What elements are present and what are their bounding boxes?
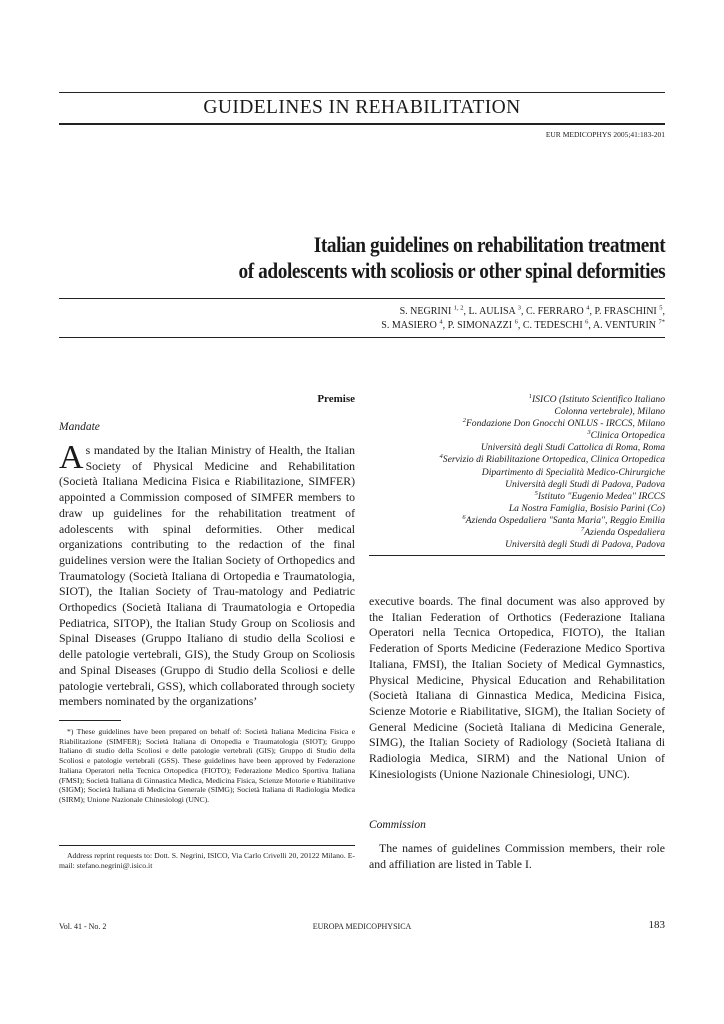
affiliation-line: $^4$Servizio di Riabilitazione Ortopedica, Clinica Ortopedica <box>439 453 665 466</box>
author-name: , C. FERRARO <box>520 306 584 317</box>
author-affiliation-sup: 6 <box>514 318 518 326</box>
footer-journal-name: EUROPA MEDICOPHYSICA <box>312 922 412 931</box>
commission-text: The names of guidelines Commission members, their role and affiliation are listed in Table I. <box>369 841 665 871</box>
author-name: S. NEGRINI <box>399 306 452 317</box>
author-name: , P. SIMONAZZI <box>442 319 513 331</box>
affiliation-line: Università degli Studi Cattolica di Roma, Roma <box>480 442 665 454</box>
affiliation-line: $^7$Azienda Ospedaliera <box>581 525 665 539</box>
author-separator: , <box>662 306 665 317</box>
subheading-mandate: Mandate <box>59 421 100 433</box>
journal-section-heading: GUIDELINES IN REHABILITATION <box>203 97 521 118</box>
affiliations-block <box>440 394 665 551</box>
author-line-2 <box>381 319 665 333</box>
affiliation-line: Università degli Studi di Padova, Padova <box>505 539 665 551</box>
author-affiliation-sup: 6 <box>585 318 589 326</box>
header-top-rule <box>59 92 665 93</box>
mandate-text: s mandated by the Italian Ministry of Health, the Italian Society of Physical Medicine and Rehabilitation (Società Italiana Medicina Fisica e Riabilitazione, SIMFER) appointed a Commission composed of SIMFER members to draw up guidelines for the rehabilitation treatment of adolescents with spinal deformities. Other medical organizations contributing to the redaction of the final guidelines version were the Italian Society of Orthopedics and Traumatology (Società Italiana di Ortopedia e Traumatologia, SIOT), the Italian Society of Trau-matology and Pediatric Orthopedics (Società Italiana di Traumatologia e Ortopedia Pediatrica, SITOP), the Italian Study Group on Scoliosis and Spinal Diseases (Gruppo Italiano di studio della Scoliosi e delle patologie vertebrali, GIS), the Study Group on Scoliosis and Spinal Diseases (Gruppo di Studio della Scoliosi e delle patologie vertebrali, GSS), which collaborated through society members nominated by the organizations’ <box>59 443 355 709</box>
title-line-2: of adolescents with scoliosis or other spinal deformities <box>238 258 665 283</box>
footer-volume: Vol. 41 - No. 2 <box>59 922 107 931</box>
affiliation-line: Università degli Studi di Padova, Padova <box>505 478 665 490</box>
affiliation-line: $^3$Clinica Ortopedica <box>587 429 665 442</box>
affiliation-line: Colonna vertebrale), Milano <box>554 406 665 418</box>
continued-paragraph <box>369 594 665 782</box>
affiliation-line: $^1$ISICO (Istituto Scientifico Italiano <box>528 392 665 405</box>
author-name: , L. AULISA <box>463 306 516 317</box>
footnote-separator <box>59 720 121 721</box>
footnote-endorsement-text: *) These guidelines have been prepared on behalf of: Società Italiana Medicina Fisica e Riabilitazione (SIMFER); Società Italiana di Ortopedia e Traumatologia (SIOT); Gruppo Italiano di studio della Scoliosi e delle patologie vertebrali (GIS); Gruppo di Studio della Scoliosi e patologie vertebrali (GSS). These guidelines have been approved by Federazione Italiana Operatori nella Tecnica Ortopedica (FIOTO); Federazione Medico Sportiva Italiana (FMSI); Società Italiana di Ginnastica Medica, Medicina Fisica, Scienze Motorie e Riabilitative (SIGM); Società Italiana di Medicina Generale (SIMG); Società Italiana di Radiologia Medica (SIRM); Unione Nazionale Chinesiologi (UNC). <box>59 727 355 804</box>
affiliation-line: $^5$Istituto "Eugenio Medea" IRCCS <box>534 489 665 502</box>
author-name: , A. VENTURIN <box>588 319 656 331</box>
mandate-paragraph <box>59 439 355 710</box>
affiliation-line: $^6$Azienda Ospedaliera "Santa Maria", Reggio Emilia <box>462 513 665 526</box>
author-name: , C. TEDESCHI <box>517 319 583 331</box>
author-name: S. MASIERO <box>381 319 437 331</box>
page-number: 183 <box>648 919 665 931</box>
author-affiliation-sup: 5 <box>659 304 663 312</box>
title-line-1: Italian guidelines on rehabilitation treatment <box>313 232 665 257</box>
author-affiliation-sup: 4 <box>586 304 590 312</box>
affiliation-line: $^2$Fondazione Don Gnocchi ONLUS - IRCCS, Milano <box>462 417 665 430</box>
continued-text: executive boards. The final document was also approved by the Italian Federation of Orthotics (Federazione Italiana Operatori nella Tecnica Ortopedica, FIOTO), the Italian Federation of Sports Medicine (Federazione Medico Sportiva Italiana, FMSI), the Italian Society of Medical Gymnastics, Physical Medicine, Physical Education and Rehabilitation (Società Italiana di Ginnastica Medica, Medicina Fisica, Scienze Motorie e Riabilitative, SIGM), the Italian Society of General Medicine (Società Italiana di Medicina Generale, SIMG), the Italian Society of Radiology (Società Italiana di Radiologia Medica, SIRM) and the National Union of Kinesiologists (Unione Nazionale Chinesiologi, UNC). <box>369 594 665 781</box>
footnote-address-text: Address reprint requests to: Dott. S. Negrini, ISICO, Via Carlo Crivelli 20, 20122 Milano. E-mail: stefano.negrini@.isico.it <box>59 851 355 870</box>
author-line-1 <box>381 305 665 319</box>
commission-paragraph <box>369 841 665 872</box>
authors-top-rule <box>59 298 665 299</box>
footnote-address <box>59 851 355 870</box>
subheading-commission: Commission <box>369 819 426 831</box>
address-separator <box>59 845 355 846</box>
author-affiliation-sup: 4 <box>439 318 443 326</box>
affiliation-line: La Nostra Famiglia, Bosisio Parini (Co) <box>508 502 665 514</box>
author-affiliation-sup: 1, 2 <box>453 304 464 312</box>
journal-citation: EUR MEDICOPHYS 2005;41:183-201 <box>545 130 665 139</box>
author-list <box>381 305 665 332</box>
author-affiliation-sup: 7* <box>658 318 665 326</box>
drop-cap: A <box>59 439 84 476</box>
authors-bottom-rule <box>59 337 665 338</box>
author-affiliation-sup: 3 <box>517 304 521 312</box>
header-bottom-rule <box>59 123 665 125</box>
affiliations-separator <box>369 555 665 556</box>
footnote-endorsement <box>59 727 355 805</box>
author-name: , P. FRASCHINI <box>589 306 657 317</box>
section-heading-premise: Premise <box>317 393 355 405</box>
affiliation-line: Dipartimento di Specialità Medico-Chirurgiche <box>481 466 665 478</box>
article-title <box>238 232 665 284</box>
